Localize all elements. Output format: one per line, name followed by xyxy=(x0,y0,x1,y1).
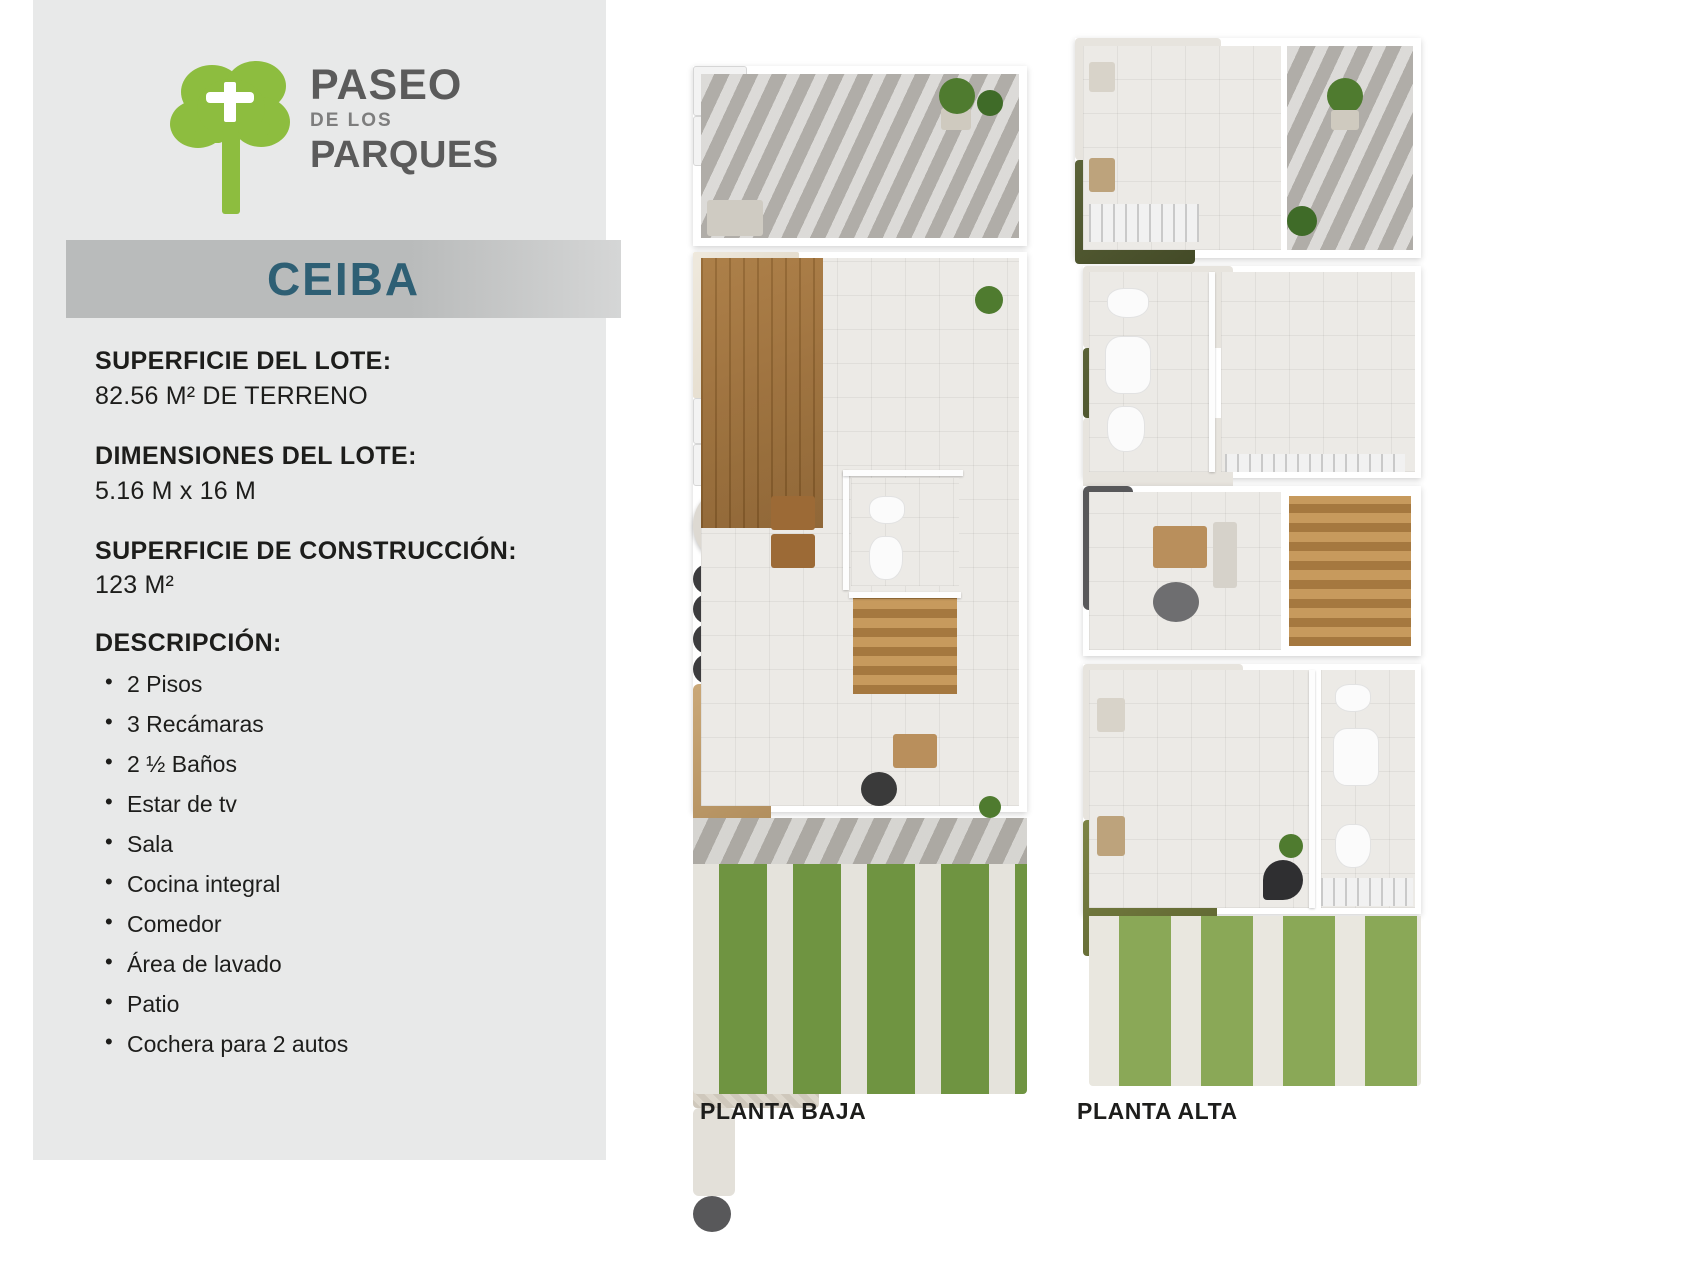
staircase xyxy=(1289,496,1411,646)
interior-wall xyxy=(843,470,963,476)
spec-construction-area xyxy=(95,535,605,604)
plant-icon xyxy=(1327,78,1363,114)
tree-icon xyxy=(168,48,298,218)
spec-lot-dimensions-value: 5.16 M x 16 M xyxy=(95,476,256,505)
list-item: • Cochera para 2 autos xyxy=(127,1024,605,1064)
spec-lot-area xyxy=(95,345,605,414)
laundry-sink xyxy=(707,200,763,236)
brand-line-1: PASEO xyxy=(310,61,463,109)
brand-wordmark xyxy=(310,61,570,176)
list-item: • Estar de tv xyxy=(127,784,605,824)
plant-icon xyxy=(979,796,1001,818)
toilet-fixture xyxy=(1335,824,1371,868)
sink-fixture xyxy=(1107,288,1149,318)
kitchen-area xyxy=(701,258,823,528)
spec-lot-dimensions xyxy=(95,440,605,509)
bath-and-bedroom2-block xyxy=(1083,266,1421,478)
console-table xyxy=(1213,522,1237,588)
staircase xyxy=(853,598,957,694)
accent-chair xyxy=(861,772,897,806)
specs-list xyxy=(95,345,605,1064)
main-living-block xyxy=(693,252,1027,812)
accent-chair xyxy=(693,1196,731,1232)
spec-construction-area-label: SUPERFICIE DE CONSTRUCCIÓN: xyxy=(95,536,517,565)
caption-planta-baja: PLANTA BAJA xyxy=(700,1098,867,1124)
bathtub-fixture xyxy=(1105,336,1151,394)
master-suite-block xyxy=(1083,664,1421,914)
interior-wall xyxy=(1209,272,1215,472)
closet xyxy=(1225,454,1405,472)
spec-lot-area-value: 82.56 M² DE TERRENO xyxy=(95,381,368,410)
desk xyxy=(1097,816,1125,856)
coffee-table xyxy=(893,734,937,768)
toilet-fixture xyxy=(1107,406,1145,452)
bar-stool xyxy=(771,496,815,530)
spec-construction-area-value: 123 M² xyxy=(95,571,175,600)
plant-icon xyxy=(939,78,975,114)
garage-entry-slab xyxy=(693,818,1027,864)
closet xyxy=(1089,204,1199,242)
spec-lot-area-label: SUPERFICIE DEL LOTE: xyxy=(95,347,392,375)
plant-icon xyxy=(1279,834,1303,858)
tv-lounge-block xyxy=(1083,486,1421,656)
caption-planta-alta: PLANTA ALTA xyxy=(1077,1098,1238,1124)
front-garden xyxy=(1089,916,1421,1086)
half-bath-area xyxy=(851,478,959,586)
nightstand xyxy=(1089,62,1115,92)
coffee-table xyxy=(1153,526,1207,568)
brand-line-2: DE LOS xyxy=(310,110,393,131)
list-item: • Cocina integral xyxy=(127,864,605,904)
rear-bedroom-block xyxy=(1075,38,1421,258)
sink-fixture xyxy=(1335,684,1371,712)
plant-icon xyxy=(977,90,1003,116)
plant-icon xyxy=(1287,206,1317,236)
list-item: • 3 Recámaras xyxy=(127,704,605,744)
list-item: • 2 ½ Baños xyxy=(127,744,605,784)
accent-chair xyxy=(1153,582,1199,622)
desk xyxy=(1089,158,1115,192)
info-panel xyxy=(33,0,606,1160)
spec-description xyxy=(95,629,605,1064)
planter-box xyxy=(1331,110,1359,130)
page-title: CEIBA xyxy=(266,253,421,305)
description-feature-list xyxy=(95,664,605,1064)
bedroom-2-floor xyxy=(1221,272,1415,472)
toilet-fixture xyxy=(869,536,903,580)
interior-wall xyxy=(843,470,849,590)
list-item: • Comedor xyxy=(127,904,605,944)
service-area-block xyxy=(693,66,1027,246)
interior-wall xyxy=(849,592,961,598)
spec-lot-dimensions-label: DIMENSIONES DEL LOTE: xyxy=(95,441,417,470)
model-title-bar xyxy=(66,240,621,318)
list-item: • Sala xyxy=(127,824,605,864)
accent-chair xyxy=(1263,860,1303,900)
spec-description-label: DESCRIPCIÓN: xyxy=(95,629,282,658)
closet xyxy=(1321,878,1413,906)
list-item: • Patio xyxy=(127,984,605,1024)
floorplan-render-planta-alta xyxy=(1075,30,1430,1090)
plant-icon xyxy=(975,286,1003,314)
front-garden xyxy=(693,864,1027,1094)
shower-fixture xyxy=(1333,728,1379,786)
floorplan-render-planta-baja xyxy=(693,48,1038,1088)
interior-wall xyxy=(1309,670,1315,908)
brand-logo xyxy=(168,48,568,218)
sink-fixture xyxy=(869,496,905,524)
nightstand xyxy=(1097,698,1125,732)
list-item: • Área de lavado xyxy=(127,944,605,984)
list-item: • 2 Pisos xyxy=(127,664,605,704)
brand-line-3: PARQUES xyxy=(310,133,499,176)
tv-lounge-floor xyxy=(1089,492,1281,650)
bar-stool xyxy=(771,534,815,568)
